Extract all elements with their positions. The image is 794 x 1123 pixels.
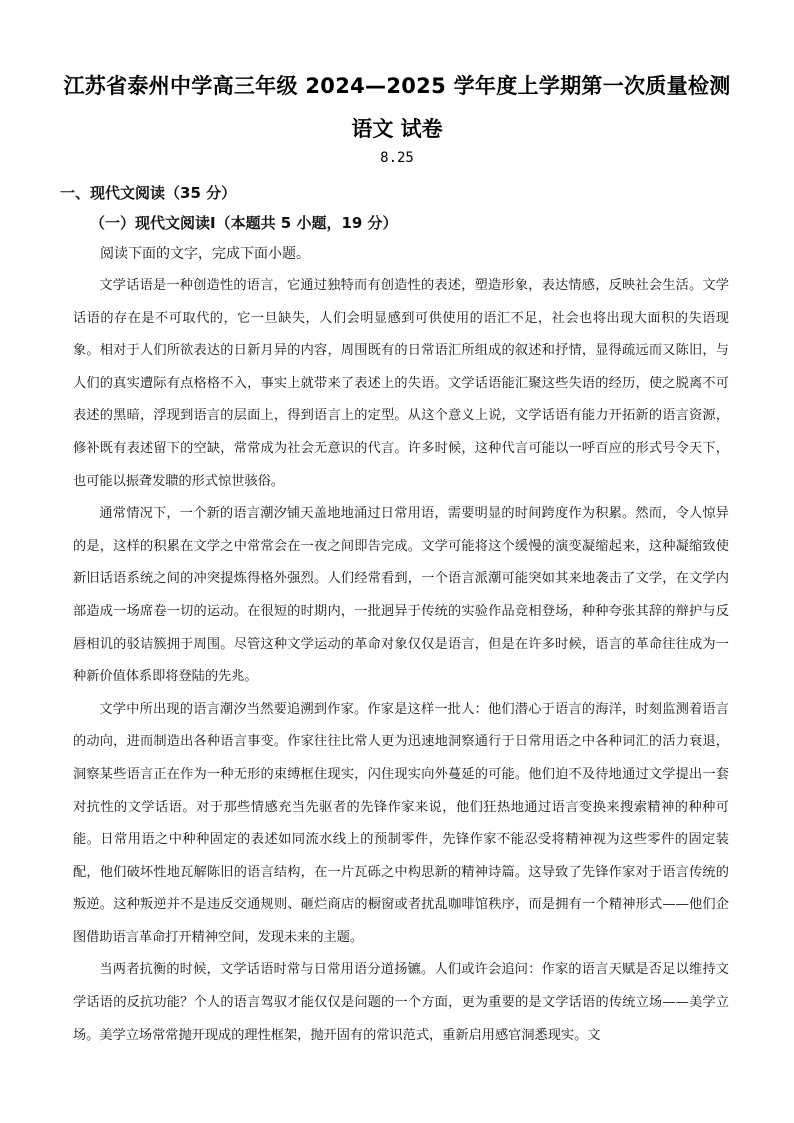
reading-instruction: 阅读下面的文字，完成下面小题。 (100, 246, 310, 262)
passage-paragraph: 文学话语是一种创造性的语言，它通过独特而有创造性的表述，塑造形象，表达情感，反映社会生活。文学话语的存在是不可取代的，它一旦缺失，人们会明显感到可供使用的语汇不足，社会也将出现大面积的失语现象。相对于人们所欲表达的日新月异的内容，周围既有的日常语汇所组成的叙述和抒情，显得疏远而又陈旧，与人们的真实遭际有点格格不入，事实上就带来了表述上的失语。文学话语能汇聚这些失语的经历，使之脱离不可表述的黑暗，浮现到语言的层面上，得到语言上的定型。从这个意义上说，文学话语有能力开拓新的语言资源，修补既有表述留下的空缺，常常成为社会无意识的代言。许多时候，这种代言可能以一呼百应的形式号令天下，也可能以振聋发聩的形式惊世骇俗。 (73, 278, 729, 489)
passage-paragraph: 通常情况下，一个新的语言潮汐铺天盖地地涌过日常用语，需要明显的时间跨度作为积累。然而，令人惊异的是，这样的积累在文学之中常常会在一夜之间即告完成。文学可能将这个缓慢的演变凝缩起来，这种凝缩致使新旧话语系统之间的冲突提炼得格外强烈。人们经常看到，一个语言派潮可能突如其来地袭击了文学，在文学内部造成一场席卷一切的运动。在很短的时期内，一批迥异于传统的实验作品竞相登场，种种夸张其辞的辩护与反唇相讥的驳诘簇拥于周围。尽管这种文学运动的革命对象仅仅是语言，但是在许多时候，语言的革命往往成为一种新价值体系即将登陆的先兆。 (73, 506, 729, 685)
exam-title: 江苏省泰州中学高三年级 2024—2025 学年度上学期第一次质量检测 (63, 74, 731, 98)
section-subheading: （一）现代文阅读Ⅰ（本题共 5 小题，19 分） (90, 214, 398, 232)
reading-passage (73, 270, 729, 1052)
exam-date: 8.25 (380, 150, 414, 166)
passage-paragraph: 当两者抗衡的时候，文学话语时常与日常用语分道扬镳。人们或许会追问：作家的语言天赋是否足以维持文学话语的反抗功能？个人的语言驾驭才能仅仅是问题的一个方面，更为重要的是文学话语的传统立场——美学立场。美学立场常常抛开现成的理性框架，抛开固有的常识范式，重新启用感官洞悉现实。文 (73, 962, 729, 1043)
exam-subtitle: 语文 试卷 (351, 117, 443, 141)
section-heading: 一、现代文阅读（35 分） (60, 184, 237, 202)
passage-paragraph: 文学中所出现的语言潮汐当然要追溯到作家。作家是这样一批人：他们潜心于语言的海洋，时刻监测着语言的动向，进而制造出各种语言事变。作家往往比常人更为迅速地洞察通行于日常用语之中各种词汇的活力衰退，洞察某些语言正在作为一种无形的束缚框住现实，闪住现实向外蔓延的可能。他们迫不及待地通过文学提出一套对抗性的文学话语。对于那些情感充当先驱者的先锋作家来说，他们狂热地通过语言变换来搜索精神的种种可能。日常用语之中种种固定的表述如同流水线上的预制零件，先锋作家不能忍受将精神视为这些零件的固定装配，他们破坏性地瓦解陈旧的语言结构，在一片瓦砾之中构思新的精神诗篇。这导致了先锋作家对于语言传统的叛逆。这种叛逆并不是违反交通规则、砸烂商店的橱窗或者扰乱咖啡馆秩序，而是拥有一个精神形式——他们企图借助语言革命打开精神空间，发现未来的主题。 (73, 701, 729, 945)
